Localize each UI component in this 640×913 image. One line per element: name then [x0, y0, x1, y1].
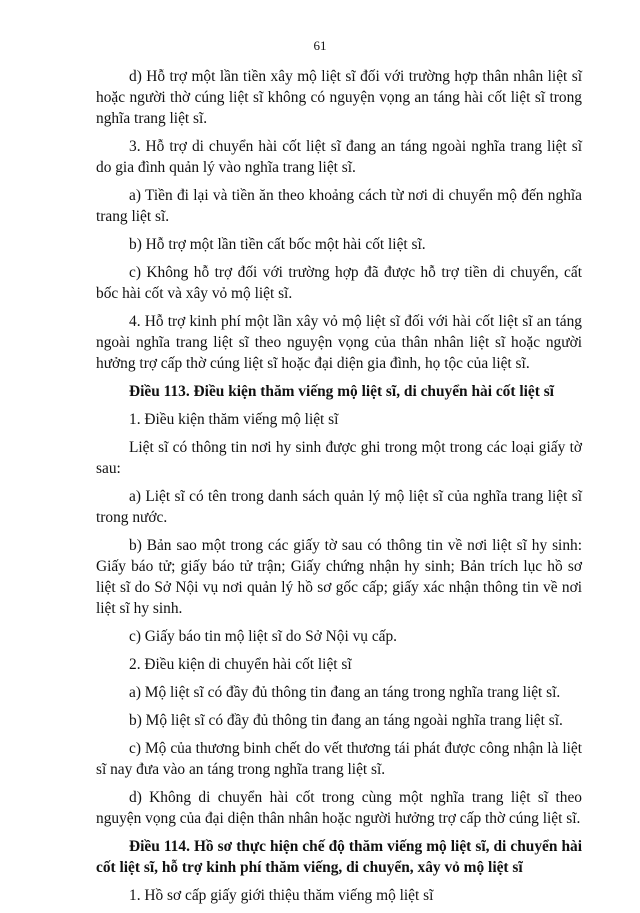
paragraph-4d: d) Hỗ trợ một lần tiền xây mộ liệt sĩ đối với trường hợp thân nhân liệt sĩ hoặc người thờ cúng liệt sĩ không có nguyện vọng an táng hài cốt liệt sĩ trong nghĩa trang liệt sĩ.: [96, 68, 582, 127]
page-number: 61: [313, 38, 327, 53]
article-113-heading: Điều 113. Điều kiện thăm viếng mộ liệt sĩ, di chuyển hài cốt liệt sĩ: [129, 383, 554, 400]
paragraph-113-2: 2. Điều kiện di chuyển hài cốt liệt sĩ: [129, 656, 352, 673]
paragraph-3b: b) Hỗ trợ một lần tiền cất bốc một hài cốt liệt sĩ.: [129, 236, 426, 253]
paragraph-113-1a: a) Liệt sĩ có tên trong danh sách quản lý mộ liệt sĩ của nghĩa trang liệt sĩ trong nước.: [96, 488, 582, 526]
paragraph-113-1b: b) Bản sao một trong các giấy tờ sau có thông tin về nơi liệt sĩ hy sinh: Giấy báo tử; giấy báo tử trận; Giấy chứng nhận hy sinh; Bản trích lục hồ sơ liệt sĩ do Sở Nội vụ nơi quản lý hồ sơ gốc cấp; giấy xác nhận thông tin về nơi liệt sĩ hy sinh.: [96, 537, 582, 617]
paragraph-4: 4. Hỗ trợ kinh phí một lần xây vỏ mộ liệt sĩ đối với hài cốt liệt sĩ an táng ngoài nghĩa trang liệt sĩ theo nguyện vọng của thân nhân liệt sĩ hoặc người hưởng trợ cấp thờ cúng liệt sĩ hoặc đại diện gia đình, họ tộc của liệt sĩ.: [96, 313, 582, 372]
paragraph-3a: a) Tiền đi lại và tiền ăn theo khoảng cách từ nơi di chuyển mộ đến nghĩa trang liệt sĩ.: [96, 187, 582, 225]
paragraph-113-2c: c) Mộ của thương binh chết do vết thương tái phát được công nhận là liệt sĩ nay đưa vào an táng trong nghĩa trang liệt sĩ.: [96, 740, 582, 778]
paragraph-3: 3. Hỗ trợ di chuyển hài cốt liệt sĩ đang an táng ngoài nghĩa trang liệt sĩ do gia đình quản lý vào nghĩa trang liệt sĩ.: [96, 138, 582, 176]
paragraph-3c: c) Không hỗ trợ đối với trường hợp đã được hỗ trợ tiền di chuyển, cất bốc hài cốt và xây vỏ mộ liệt sĩ.: [96, 264, 582, 302]
paragraph-113-1: 1. Điều kiện thăm viếng mộ liệt sĩ: [129, 411, 339, 428]
paragraph-113-2a: a) Mộ liệt sĩ có đầy đủ thông tin đang an táng trong nghĩa trang liệt sĩ.: [129, 684, 561, 701]
paragraph-113-1c: c) Giấy báo tin mộ liệt sĩ do Sở Nội vụ cấp.: [129, 628, 398, 645]
paragraph-113-1-intro: Liệt sĩ có thông tin nơi hy sinh được ghi trong một trong các loại giấy tờ sau:: [96, 439, 582, 477]
article-114-heading: Điều 114. Hồ sơ thực hiện chế độ thăm viếng mộ liệt sĩ, di chuyển hài cốt liệt sĩ, hỗ trợ kinh phí thăm viếng, di chuyển, xây vỏ mộ liệt sĩ: [96, 838, 582, 876]
paragraph-114-1: 1. Hồ sơ cấp giấy giới thiệu thăm viếng mộ liệt sĩ: [129, 887, 434, 904]
paragraph-113-2d: d) Không di chuyển hài cốt trong cùng một nghĩa trang liệt sĩ theo nguyện vọng của đại diện thân nhân hoặc người hưởng trợ cấp thờ cúng liệt sĩ.: [96, 789, 582, 827]
paragraph-113-2b: b) Mộ liệt sĩ có đầy đủ thông tin đang an táng ngoài nghĩa trang liệt sĩ.: [129, 712, 563, 729]
document-body: [96, 66, 582, 913]
